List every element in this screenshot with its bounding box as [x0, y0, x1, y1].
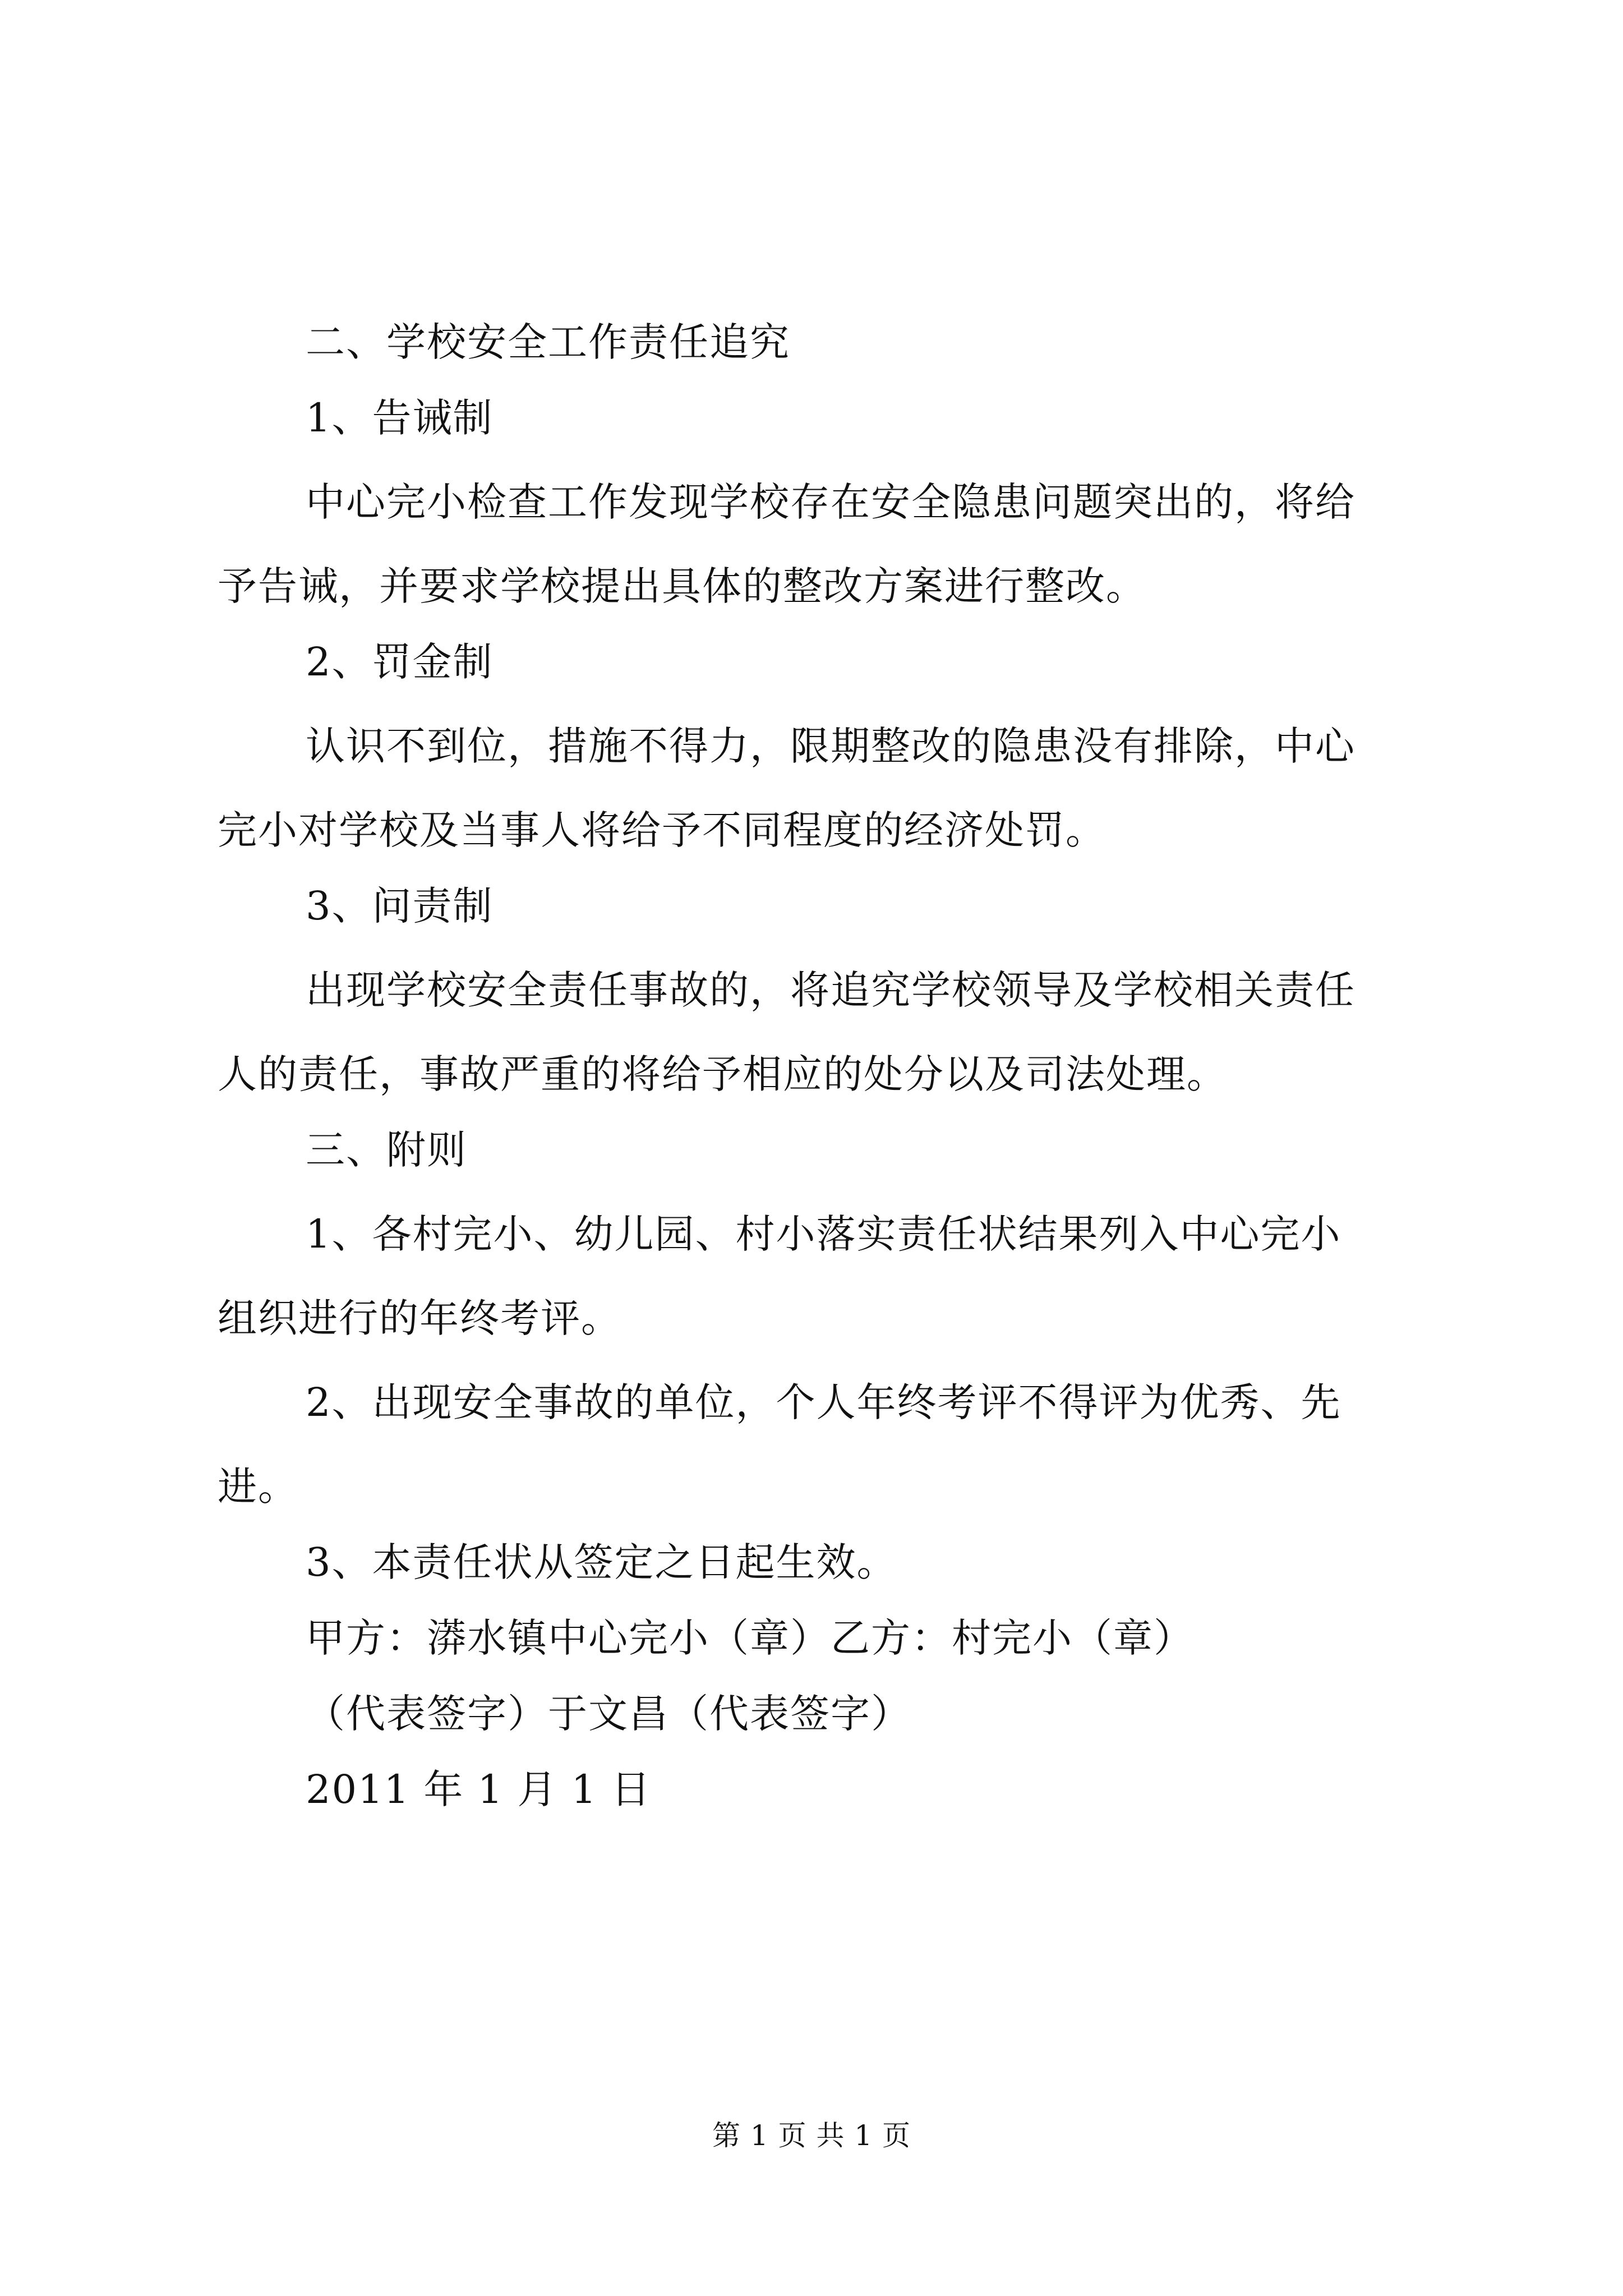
paragraph-line: 出现学校安全责任事故的，将追究学校领导及学校相关责任 — [306, 967, 1355, 1013]
subheading-fine-system: 2、罚金制 — [306, 639, 494, 685]
paragraph-line: 1、各村完小、幼儿园、村小落实责任状结果列入中心完小 — [306, 1211, 1341, 1257]
paragraph-line: 3、本责任状从签定之日起生效。 — [306, 1539, 897, 1585]
subheading-accountability-system: 3、问责制 — [306, 883, 494, 929]
page-number-footer: 第 1 页 共 1 页 — [712, 2119, 911, 2152]
paragraph-line: 认识不到位，措施不得力，限期整改的隐患没有排除，中心 — [306, 723, 1355, 769]
paragraph-line: 组织进行的年终考评。 — [218, 1295, 621, 1341]
document-date: 2011 年 1 月 1 日 — [306, 1766, 652, 1812]
paragraph-line: 完小对学校及当事人将给予不同程度的经济处罚。 — [218, 807, 1106, 853]
signature-parties-line: 甲方：漭水镇中心完小（章）乙方：村完小（章） — [306, 1615, 1194, 1661]
paragraph-line: 2、出现安全事故的单位，个人年终考评不得评为优秀、先 — [306, 1379, 1341, 1425]
paragraph-line: 人的责任，事故严重的将给予相应的处分以及司法处理。 — [218, 1051, 1227, 1097]
section-heading-accountability: 二、学校安全工作责任追究 — [306, 319, 790, 365]
paragraph-line: 中心完小检查工作发现学校存在安全隐患问题突出的，将给 — [306, 479, 1355, 525]
signature-representatives-line: （代表签字）于文昌（代表签字） — [306, 1691, 911, 1737]
paragraph-line: 进。 — [218, 1464, 298, 1510]
paragraph-line: 予告诫，并要求学校提出具体的整改方案进行整改。 — [218, 563, 1146, 609]
section-heading-supplementary: 三、附则 — [306, 1127, 467, 1173]
subheading-warning-system: 1、告诫制 — [306, 395, 494, 441]
